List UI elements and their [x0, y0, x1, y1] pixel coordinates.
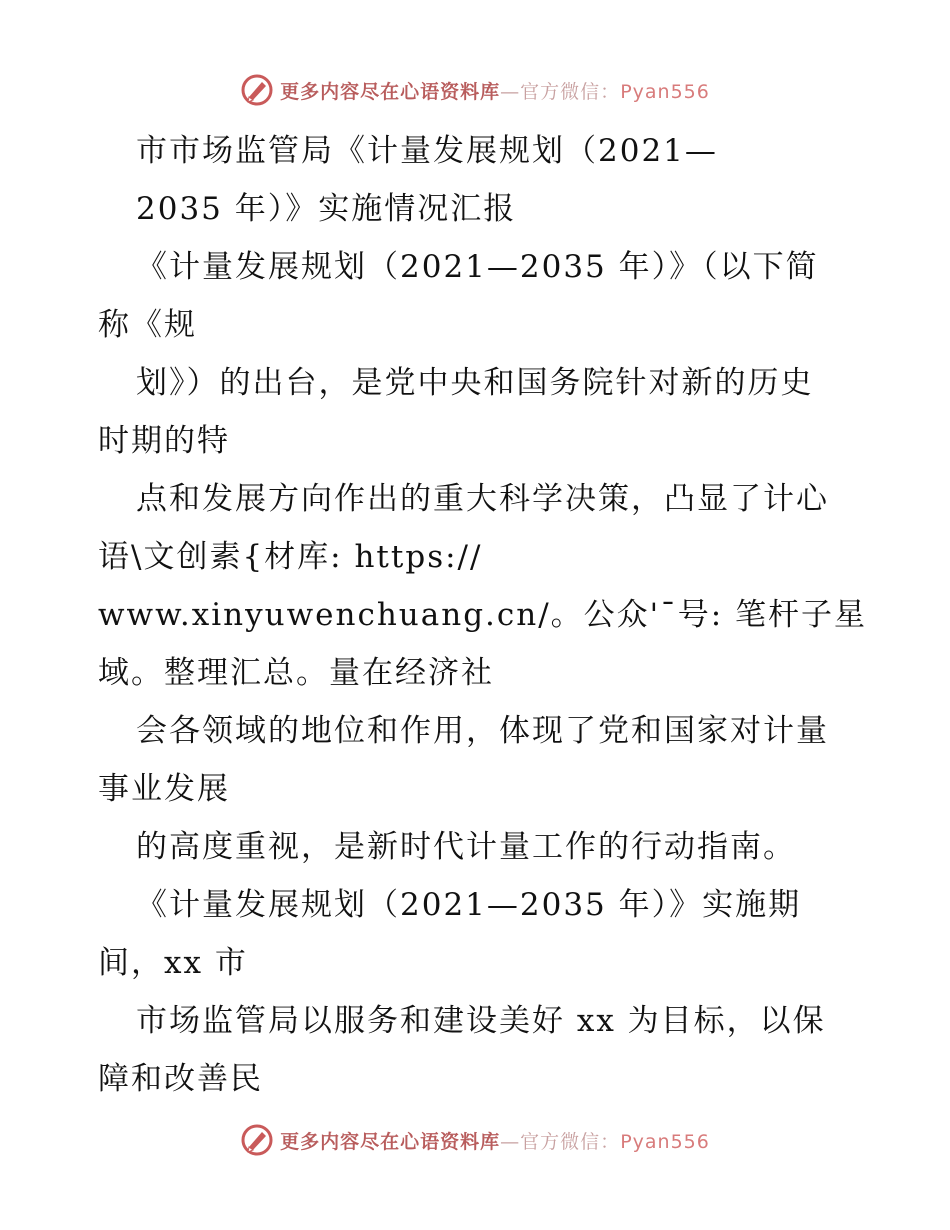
footer-banner-text: 更多内容尽在心语资料库—官方微信：Pyan556 — [280, 1130, 710, 1153]
pen-logo-icon — [240, 73, 274, 107]
paragraph-line: www.xinyuwenchuang.cn/。公众'¯号: 笔杆子星 — [98, 597, 867, 633]
paragraph-line: 点和发展方向作出的重大科学决策，凸显了计心 — [136, 481, 829, 517]
paragraph-line: 时期的特 — [98, 423, 230, 459]
paragraph-line: 域。整理汇总。量在经济社 — [98, 655, 494, 691]
footer-banner — [0, 1120, 950, 1160]
paragraph-line: 《计量发展规划（2021—2035 年）》实施期 — [136, 887, 802, 923]
paragraph-line: 市场监管局以服务和建设美好 xx 为目标，以保 — [136, 1003, 826, 1039]
paragraph-line: 《计量发展规划（2021—2035 年）》（以下简 — [136, 249, 819, 285]
header-banner-text: 更多内容尽在心语资料库—官方微信：Pyan556 — [280, 80, 710, 103]
title-line-2: 2035 年）》实施情况汇报 — [136, 191, 517, 227]
paragraph-line: 的高度重视，是新时代计量工作的行动指南。 — [136, 829, 796, 865]
header-banner — [0, 70, 950, 110]
paragraph-line: 间，xx 市 — [98, 945, 248, 981]
paragraph-line: 划》）的出台，是党中央和国务院针对新的历史 — [136, 365, 814, 401]
paragraph-line: 障和改善民 — [98, 1061, 263, 1097]
paragraph-line: 语\文创素{材库: https:// — [98, 539, 483, 575]
pen-logo-icon — [240, 1123, 274, 1157]
title-line-1: 市市场监管局《计量发展规划（2021— — [136, 133, 718, 169]
paragraph-line: 称《规 — [98, 307, 197, 343]
paragraph-line: 事业发展 — [98, 771, 230, 807]
paragraph-line: 会各领域的地位和作用，体现了党和国家对计量 — [136, 713, 829, 749]
document-body — [98, 122, 867, 1108]
